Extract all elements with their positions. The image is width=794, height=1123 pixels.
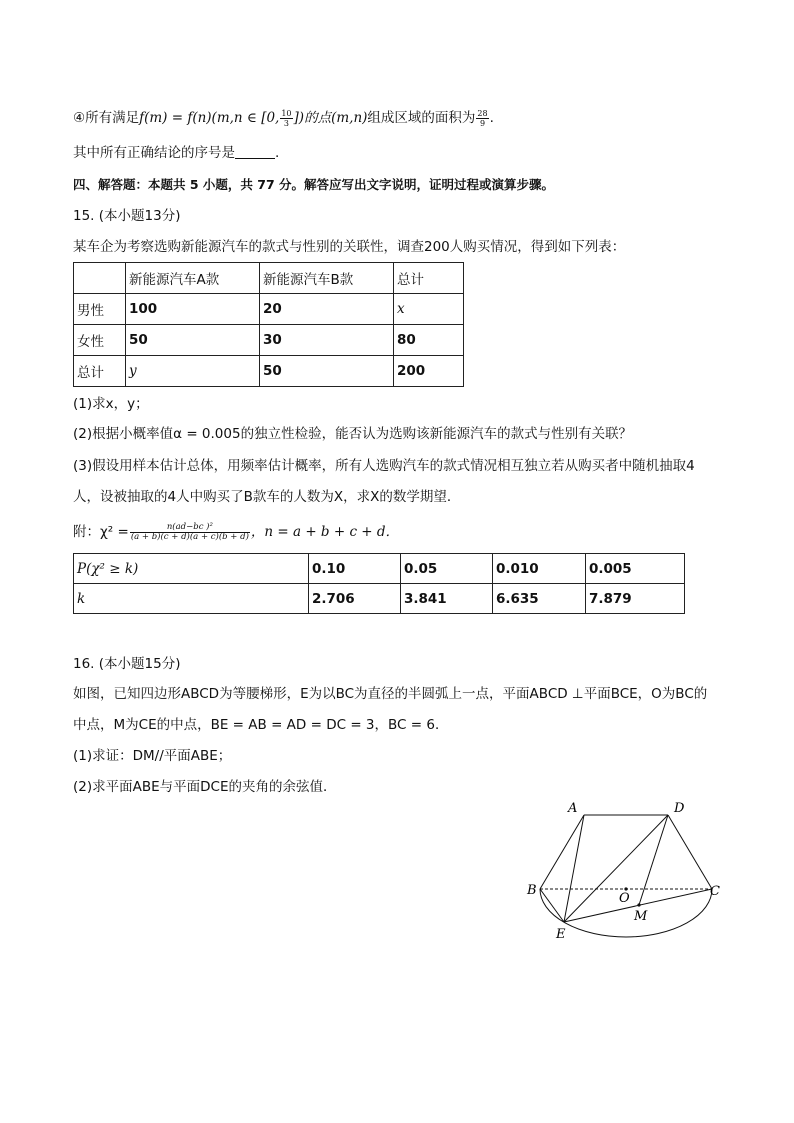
- segment-be: [540, 889, 564, 922]
- table-header-cell: 新能源汽车A款: [126, 263, 260, 294]
- q14-answer-suffix: .: [275, 145, 280, 161]
- table-cell: x: [394, 294, 464, 325]
- q16-line2: 中点，M为CE的中点，BE = AB = AD = DC = 3，BC = 6．: [73, 717, 449, 733]
- segment-dm: [639, 815, 668, 905]
- table-cell: 200: [394, 356, 464, 387]
- table-header-cell: 新能源汽车B款: [260, 263, 394, 294]
- label-a: A: [568, 801, 578, 816]
- q15-part2: (2)根据小概率值α = 0.005的独立性检验，能否认为选购该新能源汽车的款式与性别有关联？: [73, 426, 633, 442]
- q16-part1: (1)求证：DM//平面ABE；: [73, 748, 232, 764]
- table-header-cell: 总计: [394, 263, 464, 294]
- table-cell: 男性: [74, 294, 126, 325]
- label-b: B: [527, 883, 537, 898]
- table-cell: 女性: [74, 325, 126, 356]
- q16-header: 16. (本小题15分): [73, 656, 181, 672]
- table-cell: 6.635: [493, 584, 586, 614]
- section-four-heading: 四、解答题：本题共 5 小题，共 77 分。解答应写出文字说明，证明过程或演算步骤。: [73, 177, 555, 192]
- q14-fraction-28-9: $\frac{28}{9}$: [477, 108, 488, 128]
- appendix-suffix: ，n = a + b + c + d．: [250, 524, 400, 540]
- table-cell: 30: [260, 325, 394, 356]
- q14-text: 组成区域的面积为: [367, 110, 476, 126]
- q14-text: .: [489, 110, 494, 126]
- table-cell: 0.05: [401, 554, 493, 584]
- table-cell: 0.10: [309, 554, 401, 584]
- q14-point: (m,n): [331, 110, 368, 126]
- label-e: E: [556, 927, 566, 942]
- label-d: D: [674, 801, 685, 816]
- table-cell: 3.841: [401, 584, 493, 614]
- table-cell: 总计: [74, 356, 126, 387]
- label-o: O: [619, 891, 630, 906]
- circle-number: ④: [73, 110, 86, 126]
- segment-de: [564, 815, 668, 922]
- table-cell: 7.879: [586, 584, 685, 614]
- table-cell: 0.005: [586, 554, 685, 584]
- table-cell: y: [126, 356, 260, 387]
- table-cell: 0.010: [493, 554, 586, 584]
- q14-equation: f(m) = f(n)(m,n ∈ [0,: [139, 110, 280, 126]
- table-cell: 100: [126, 294, 260, 325]
- table-cell: 2.706: [309, 584, 401, 614]
- q15-part1: (1)求x，y；: [73, 396, 149, 412]
- q14-answer-prompt: 其中所有正确结论的序号是: [73, 145, 235, 161]
- q15-intro: 某车企为考察选购新能源汽车的款式与性别的关联性，调查200人购买情况，得到如下列表：: [73, 239, 626, 255]
- appendix-prefix: 附：χ² =: [73, 524, 129, 540]
- q16-part2: (2)求平面ABE与平面DCE的夹角的余弦值．: [73, 779, 337, 795]
- table-cell: P(χ² ≥ k): [74, 554, 309, 584]
- segment-dc: [668, 815, 712, 889]
- q14-fraction-10-3: $\frac{10}{3}$: [281, 108, 292, 128]
- table-cell: 50: [260, 356, 394, 387]
- q14-text: ])的点: [293, 110, 332, 126]
- table-cell: 50: [126, 325, 260, 356]
- q15-part3-line1: (3)假设用样本估计总体，用频率估计概率，所有人选购汽车的款式情况相互独立若从购买者中随机抽取4: [73, 458, 695, 474]
- q16-line1: 如图，已知四边形ABCD为等腰梯形，E为以BC为直径的半圆弧上一点，平面ABCD ⊥平面BCE，O为BC的: [73, 686, 708, 702]
- table-cell: 20: [260, 294, 394, 325]
- q15-header: 15. (本小题13分): [73, 208, 181, 224]
- label-c: C: [710, 884, 720, 899]
- point-m: [637, 903, 640, 906]
- q15-part3-line2: 人，设被抽取的4人中购买了B款车的人数为X，求X的数学期望．: [73, 489, 461, 505]
- label-m: M: [634, 909, 648, 924]
- table-cell: k: [74, 584, 309, 614]
- chi-square-fraction: $\frac{\text{n(ad−bc )²}}{(a + b)(c + d)(a + c)(b + d)}$: [130, 521, 249, 542]
- table-cell: 80: [394, 325, 464, 356]
- q14-text: 所有满足: [85, 110, 140, 126]
